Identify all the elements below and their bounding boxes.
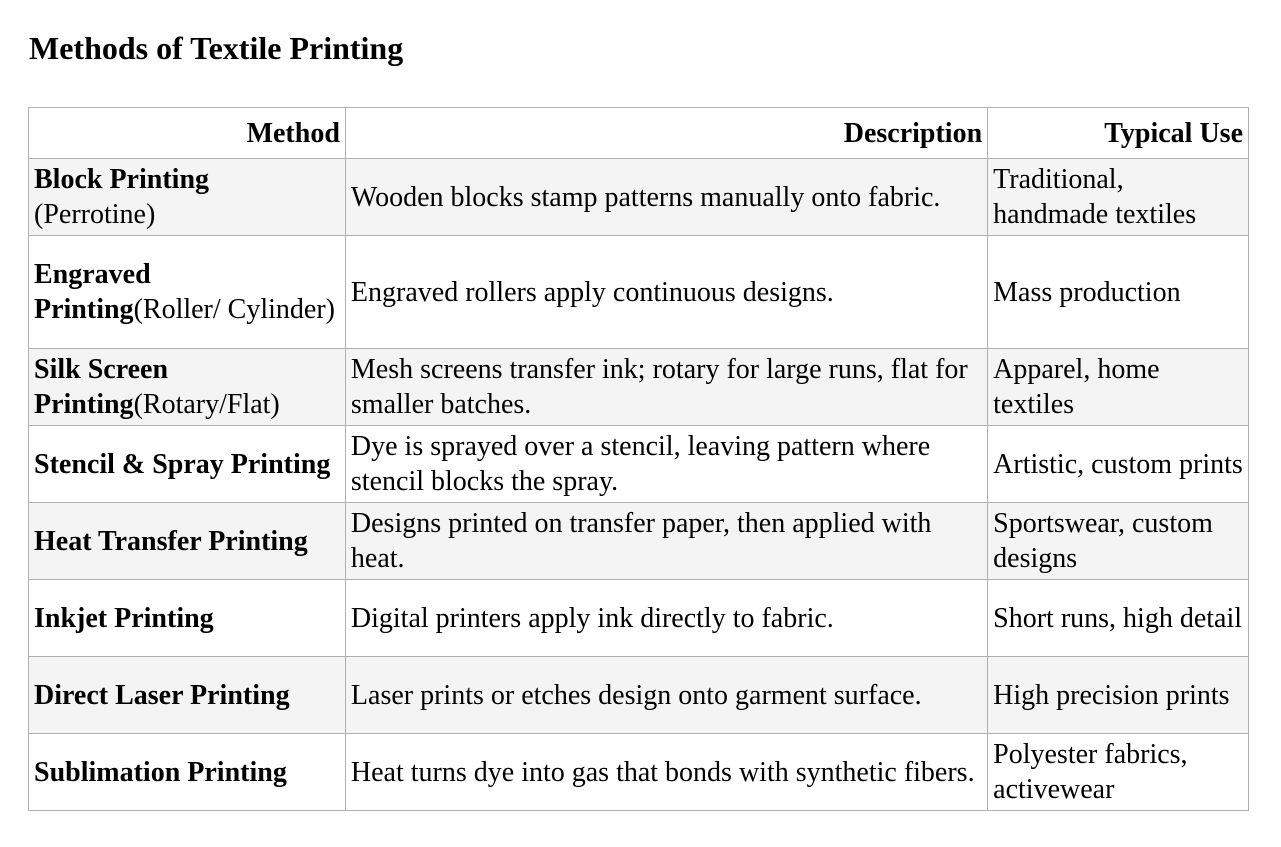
method-name: Engraved Printing (34, 259, 151, 325)
method-qualifier: (Roller/ Cylinder) (133, 294, 335, 325)
table-row (29, 657, 1249, 734)
header-description: Description (345, 108, 987, 159)
method-cell (29, 236, 346, 349)
method-qualifier: (Perrotine) (34, 199, 156, 230)
method-name: Stencil & Spray Printing (34, 448, 331, 480)
method-name: Direct Laser Printing (34, 679, 290, 711)
typical-use-cell: Apparel, home textiles (988, 349, 1249, 426)
method-name: Sublimation Printing (34, 756, 287, 788)
method-cell (29, 734, 346, 811)
typical-use-cell: Mass production (988, 236, 1249, 349)
description-cell: Heat turns dye into gas that bonds with synthetic fibers. (345, 734, 987, 811)
method-cell (29, 159, 346, 236)
header-typical-use: Typical Use (988, 108, 1249, 159)
printing-methods-table (28, 107, 1249, 811)
table-row (29, 236, 1249, 349)
table-row (29, 734, 1249, 811)
description-cell: Engraved rollers apply continuous designs. (345, 236, 987, 349)
method-cell (29, 580, 346, 657)
typical-use-cell: Polyester fabrics, activewear (988, 734, 1249, 811)
table-row (29, 503, 1249, 580)
description-cell: Designs printed on transfer paper, then applied with heat. (345, 503, 987, 580)
description-cell: Mesh screens transfer ink; rotary for large runs, flat for smaller batches. (345, 349, 987, 426)
method-cell (29, 503, 346, 580)
description-cell: Laser prints or etches design onto garment surface. (345, 657, 987, 734)
page-title: Methods of Textile Printing (29, 30, 404, 66)
method-name: Inkjet Printing (34, 602, 214, 634)
header-row (29, 108, 1249, 159)
typical-use-cell: High precision prints (988, 657, 1249, 734)
method-name: Heat Transfer Printing (34, 525, 308, 557)
typical-use-cell: Artistic, custom prints (988, 426, 1249, 503)
method-cell (29, 426, 346, 503)
table-row (29, 159, 1249, 236)
method-cell (29, 657, 346, 734)
table-row (29, 580, 1249, 657)
typical-use-cell: Traditional, handmade textiles (988, 159, 1249, 236)
method-cell (29, 349, 346, 426)
table-header (29, 108, 1249, 159)
table-body (29, 159, 1249, 811)
method-qualifier: (Rotary/Flat) (133, 389, 280, 420)
description-cell: Dye is sprayed over a stencil, leaving pattern where stencil blocks the spray. (345, 426, 987, 503)
table-row (29, 426, 1249, 503)
typical-use-cell: Short runs, high detail (988, 580, 1249, 657)
method-name: Silk Screen Printing (34, 354, 169, 420)
description-cell: Wooden blocks stamp patterns manually onto fabric. (345, 159, 987, 236)
method-name: Block Printing (34, 164, 210, 195)
table-row (29, 349, 1249, 426)
typical-use-cell: Sportswear, custom designs (988, 503, 1249, 580)
description-cell: Digital printers apply ink directly to fabric. (345, 580, 987, 657)
header-method: Method (29, 108, 346, 159)
